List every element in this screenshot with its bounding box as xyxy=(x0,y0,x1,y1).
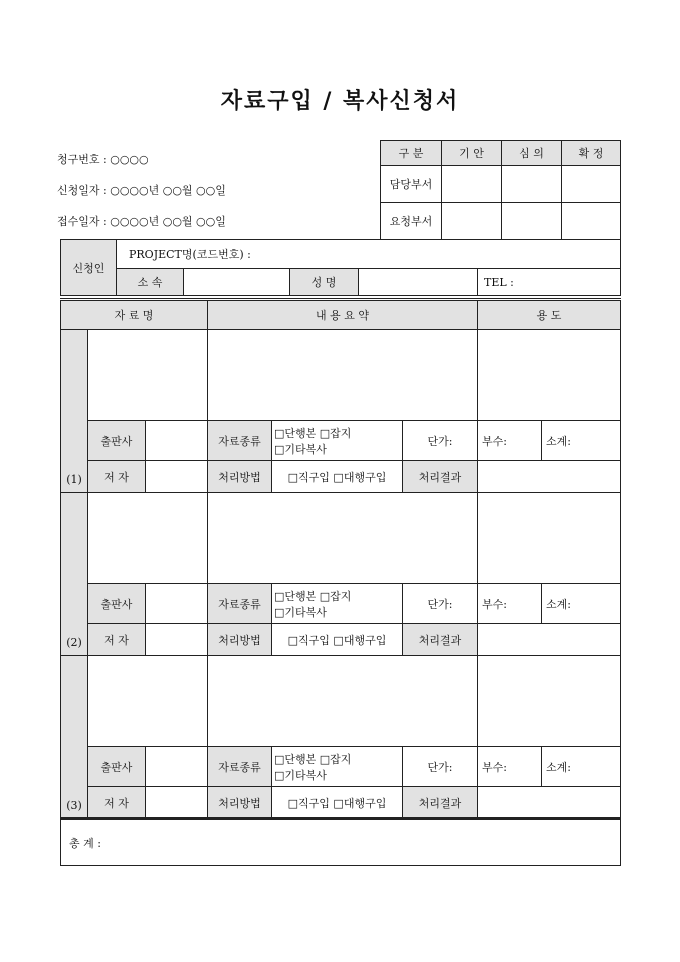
processing-result-field[interactable] xyxy=(477,460,621,493)
publisher-label: 출판사 xyxy=(87,583,146,624)
author-label: 저 자 xyxy=(87,623,146,656)
content-summary-field[interactable] xyxy=(207,329,478,421)
double-rule xyxy=(60,298,621,299)
material-name-field[interactable] xyxy=(87,329,208,421)
processing-result-field[interactable] xyxy=(477,623,621,656)
author-field[interactable] xyxy=(145,623,208,656)
material-name-field[interactable] xyxy=(87,655,208,747)
item-number-cell xyxy=(60,329,88,493)
processing-method-label: 처리방법 xyxy=(207,786,272,819)
publisher-field[interactable] xyxy=(145,583,208,624)
double-rule xyxy=(60,817,621,818)
receipt-date xyxy=(57,213,226,229)
processing-result-label: 처리결과 xyxy=(402,623,478,656)
subtotal-field[interactable] xyxy=(541,583,621,624)
form-title: 자료구입 / 복사신청서 xyxy=(220,88,460,114)
tel-field[interactable]: TEL : xyxy=(477,268,621,296)
unit-price-field[interactable] xyxy=(402,420,478,461)
approval-header-draft: 기 안 xyxy=(441,140,502,166)
affiliation-label: 소 속 xyxy=(116,268,184,296)
material-type-label: 자료종류 xyxy=(207,420,272,461)
copies-label: 부수: xyxy=(482,597,507,611)
copies-label: 부수: xyxy=(482,434,507,448)
receipt-date-value: ○○○○년 ○○월 ○○일 xyxy=(110,215,226,228)
material-type-option-row2[interactable]: □기타복사 xyxy=(274,768,327,782)
project-field[interactable]: PROJECT명(코드번호) : xyxy=(116,239,621,269)
approval-cell[interactable] xyxy=(501,165,562,203)
material-type-label: 자료종류 xyxy=(207,746,272,787)
material-type-options[interactable] xyxy=(271,420,403,461)
usage-field[interactable] xyxy=(477,655,621,747)
name-field[interactable] xyxy=(358,268,478,296)
item-number: (3) xyxy=(66,799,82,812)
approval-header-confirm: 확 정 xyxy=(561,140,621,166)
material-type-label: 자료종류 xyxy=(207,583,272,624)
total-field[interactable]: 총 계 : xyxy=(60,819,621,866)
approval-cell[interactable] xyxy=(561,202,621,240)
material-type-options[interactable] xyxy=(271,746,403,787)
author-label: 저 자 xyxy=(87,460,146,493)
content-summary-field[interactable] xyxy=(207,492,478,584)
processing-result-label: 처리결과 xyxy=(402,786,478,819)
subtotal-field[interactable] xyxy=(541,420,621,461)
column-content-summary: 내 용 요 약 xyxy=(207,300,478,330)
item-number-cell xyxy=(60,492,88,656)
publisher-label: 출판사 xyxy=(87,420,146,461)
material-type-option-row1[interactable]: □단행본 □잡지 xyxy=(274,426,352,440)
material-name-field[interactable] xyxy=(87,492,208,584)
approval-cell[interactable] xyxy=(441,202,502,240)
request-number-value: ○○○○ xyxy=(110,153,149,166)
publisher-field[interactable] xyxy=(145,746,208,787)
item-number: (1) xyxy=(66,473,82,486)
processing-result-field[interactable] xyxy=(477,786,621,819)
affiliation-field[interactable] xyxy=(183,268,290,296)
request-number xyxy=(57,151,149,167)
copies-field[interactable] xyxy=(477,420,542,461)
subtotal-label: 소계: xyxy=(546,760,571,774)
unit-price-field[interactable] xyxy=(402,746,478,787)
processing-method-options[interactable]: □직구입 □대행구입 xyxy=(271,460,403,493)
usage-field[interactable] xyxy=(477,492,621,584)
item-number: (2) xyxy=(66,636,82,649)
material-type-options[interactable] xyxy=(271,583,403,624)
material-type-option-row2[interactable]: □기타복사 xyxy=(274,605,327,619)
request-number-label: 청구번호 : xyxy=(57,153,107,166)
processing-method-options[interactable]: □직구입 □대행구입 xyxy=(271,786,403,819)
copies-field[interactable] xyxy=(477,583,542,624)
approval-cell[interactable] xyxy=(501,202,562,240)
unit-price-label: 단가: xyxy=(427,434,453,448)
column-material-name: 자 료 명 xyxy=(60,300,208,330)
receipt-date-label: 접수일자 : xyxy=(57,215,107,228)
processing-method-label: 처리방법 xyxy=(207,623,272,656)
unit-price-label: 단가: xyxy=(427,597,453,611)
approval-row-label-dept: 담당부서 xyxy=(380,165,442,203)
applicant-label: 신청인 xyxy=(60,239,117,296)
material-type-option-row1[interactable]: □단행본 □잡지 xyxy=(274,752,352,766)
processing-method-label: 처리방법 xyxy=(207,460,272,493)
subtotal-field[interactable] xyxy=(541,746,621,787)
material-type-option-row1[interactable]: □단행본 □잡지 xyxy=(274,589,352,603)
application-date-value: ○○○○년 ○○월 ○○일 xyxy=(110,184,226,197)
item-number-cell xyxy=(60,655,88,819)
approval-header-review: 심 의 xyxy=(501,140,562,166)
unit-price-label: 단가: xyxy=(427,760,453,774)
approval-row-label-requester: 요청부서 xyxy=(380,202,442,240)
name-label: 성 명 xyxy=(289,268,359,296)
author-field[interactable] xyxy=(145,460,208,493)
publisher-field[interactable] xyxy=(145,420,208,461)
approval-cell[interactable] xyxy=(561,165,621,203)
content-summary-field[interactable] xyxy=(207,655,478,747)
copies-field[interactable] xyxy=(477,746,542,787)
approval-header-category: 구 분 xyxy=(380,140,442,166)
author-label: 저 자 xyxy=(87,786,146,819)
material-type-option-row2[interactable]: □기타복사 xyxy=(274,442,327,456)
unit-price-field[interactable] xyxy=(402,583,478,624)
processing-result-label: 처리결과 xyxy=(402,460,478,493)
column-usage: 용 도 xyxy=(477,300,621,330)
subtotal-label: 소계: xyxy=(546,597,571,611)
application-date-label: 신청일자 : xyxy=(57,184,107,197)
copies-label: 부수: xyxy=(482,760,507,774)
usage-field[interactable] xyxy=(477,329,621,421)
author-field[interactable] xyxy=(145,786,208,819)
approval-cell[interactable] xyxy=(441,165,502,203)
application-date xyxy=(57,182,226,198)
processing-method-options[interactable]: □직구입 □대행구입 xyxy=(271,623,403,656)
publisher-label: 출판사 xyxy=(87,746,146,787)
subtotal-label: 소계: xyxy=(546,434,571,448)
